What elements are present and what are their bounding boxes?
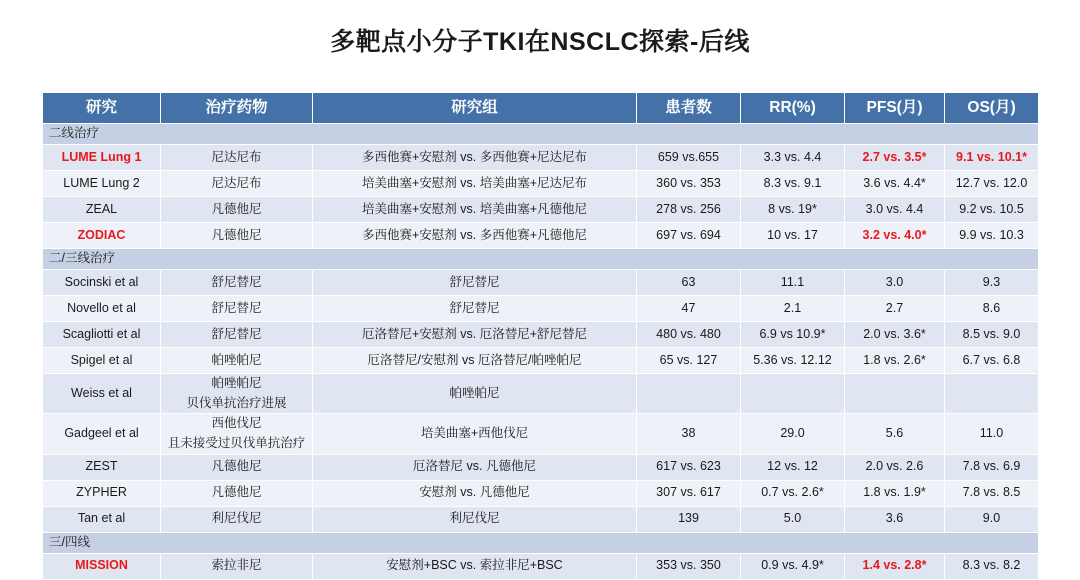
cell-rr: 5.36 vs. 12.12 — [741, 348, 845, 374]
cell-drug: 索拉非尼 — [161, 553, 313, 579]
cell-patients: 63 — [637, 270, 741, 296]
column-header-study: 研究 — [43, 93, 161, 124]
cell-pfs: 2.7 — [845, 296, 945, 322]
cell-os: 9.3 — [945, 270, 1039, 296]
section-label: 三/四线 — [43, 532, 1039, 553]
column-header-drug: 治疗药物 — [161, 93, 313, 124]
cell-arm: 舒尼替尼 — [313, 296, 637, 322]
cell-os: 9.0 — [945, 506, 1039, 532]
cell-pfs: 2.7 vs. 3.5* — [845, 145, 945, 171]
cell-study: LUME Lung 2 — [43, 171, 161, 197]
cell-rr: 6.9 vs 10.9* — [741, 322, 845, 348]
cell-os: 11.0 — [945, 414, 1039, 454]
column-header-rr: RR(%) — [741, 93, 845, 124]
table-row — [43, 197, 1039, 223]
cell-arm: 利尼伐尼 — [313, 506, 637, 532]
cell-patients: 278 vs. 256 — [637, 197, 741, 223]
cell-os: 6.7 vs. 6.8 — [945, 348, 1039, 374]
cell-pfs: 1.8 vs. 1.9* — [845, 480, 945, 506]
cell-pfs: 2.0 vs. 3.6* — [845, 322, 945, 348]
cell-pfs: 3.0 — [845, 270, 945, 296]
cell-rr: 3.3 vs. 4.4 — [741, 145, 845, 171]
cell-pfs: 3.6 — [845, 506, 945, 532]
cell-arm: 安慰剂 vs. 凡德他尼 — [313, 480, 637, 506]
table-body — [43, 124, 1039, 580]
cell-pfs: 5.6 — [845, 414, 945, 454]
cell-drug: 西他伐尼 且未接受过贝伐单抗治疗 — [161, 414, 313, 454]
cell-os: 8.6 — [945, 296, 1039, 322]
table-row — [43, 223, 1039, 249]
table-row — [43, 145, 1039, 171]
cell-arm: 多西他赛+安慰剂 vs. 多西他赛+凡德他尼 — [313, 223, 637, 249]
column-header-patients: 患者数 — [637, 93, 741, 124]
page-title: 多靶点小分子TKI在NSCLC探索-后线 — [330, 28, 750, 56]
cell-drug: 舒尼替尼 — [161, 270, 313, 296]
table-row — [43, 348, 1039, 374]
cell-study: Socinski et al — [43, 270, 161, 296]
cell-rr: 29.0 — [741, 414, 845, 454]
cell-os: 9.9 vs. 10.3 — [945, 223, 1039, 249]
cell-rr — [741, 374, 845, 414]
cell-arm: 培美曲塞+西他伐尼 — [313, 414, 637, 454]
table-row — [43, 322, 1039, 348]
cell-pfs: 3.2 vs. 4.0* — [845, 223, 945, 249]
section-row — [43, 124, 1039, 145]
cell-rr: 0.9 vs. 4.9* — [741, 553, 845, 579]
cell-drug: 舒尼替尼 — [161, 322, 313, 348]
cell-drug: 凡德他尼 — [161, 480, 313, 506]
cell-arm: 厄洛替尼+安慰剂 vs. 厄洛替尼+舒尼替尼 — [313, 322, 637, 348]
cell-patients: 47 — [637, 296, 741, 322]
cell-arm: 厄洛替尼/安慰剂 vs 厄洛替尼/帕唑帕尼 — [313, 348, 637, 374]
cell-drug: 尼达尼布 — [161, 171, 313, 197]
cell-rr: 12 vs. 12 — [741, 454, 845, 480]
cell-arm: 安慰剂+BSC vs. 索拉非尼+BSC — [313, 553, 637, 579]
cell-arm: 舒尼替尼 — [313, 270, 637, 296]
cell-os: 9.1 vs. 10.1* — [945, 145, 1039, 171]
table-row — [43, 454, 1039, 480]
table-header-row — [43, 93, 1039, 124]
cell-rr: 8 vs. 19* — [741, 197, 845, 223]
cell-patients: 38 — [637, 414, 741, 454]
cell-drug: 尼达尼布 — [161, 145, 313, 171]
cell-study: Weiss et al — [43, 374, 161, 414]
table-row — [43, 553, 1039, 579]
cell-rr: 0.7 vs. 2.6* — [741, 480, 845, 506]
cell-pfs: 2.0 vs. 2.6 — [845, 454, 945, 480]
cell-patients: 307 vs. 617 — [637, 480, 741, 506]
cell-os: 7.8 vs. 6.9 — [945, 454, 1039, 480]
cell-pfs: 3.6 vs. 4.4* — [845, 171, 945, 197]
cell-arm: 厄洛替尼 vs. 凡德他尼 — [313, 454, 637, 480]
cell-os: 9.2 vs. 10.5 — [945, 197, 1039, 223]
cell-patients: 65 vs. 127 — [637, 348, 741, 374]
table-row — [43, 374, 1039, 414]
cell-study: Gadgeel et al — [43, 414, 161, 454]
cell-rr: 8.3 vs. 9.1 — [741, 171, 845, 197]
section-label: 二/三线治疗 — [43, 249, 1039, 270]
cell-study: LUME Lung 1 — [43, 145, 161, 171]
cell-study: MISSION — [43, 553, 161, 579]
cell-os: 8.3 vs. 8.2 — [945, 553, 1039, 579]
tki-nsclc-table — [42, 92, 1039, 580]
cell-drug: 舒尼替尼 — [161, 296, 313, 322]
cell-patients — [637, 374, 741, 414]
section-label: 二线治疗 — [43, 124, 1039, 145]
table-row — [43, 270, 1039, 296]
cell-os: 7.8 vs. 8.5 — [945, 480, 1039, 506]
cell-rr: 5.0 — [741, 506, 845, 532]
cell-study: Scagliotti et al — [43, 322, 161, 348]
cell-rr: 2.1 — [741, 296, 845, 322]
cell-patients: 697 vs. 694 — [637, 223, 741, 249]
table-row — [43, 296, 1039, 322]
cell-os — [945, 374, 1039, 414]
cell-patients: 353 vs. 350 — [637, 553, 741, 579]
table-row — [43, 414, 1039, 454]
cell-study: Tan et al — [43, 506, 161, 532]
cell-study: Novello et al — [43, 296, 161, 322]
table-row — [43, 171, 1039, 197]
column-header-os: OS(月) — [945, 93, 1039, 124]
cell-pfs: 3.0 vs. 4.4 — [845, 197, 945, 223]
cell-study: ZEAL — [43, 197, 161, 223]
column-header-pfs: PFS(月) — [845, 93, 945, 124]
cell-rr: 10 vs. 17 — [741, 223, 845, 249]
cell-arm: 培美曲塞+安慰剂 vs. 培美曲塞+尼达尼布 — [313, 171, 637, 197]
cell-drug: 凡德他尼 — [161, 197, 313, 223]
cell-patients: 139 — [637, 506, 741, 532]
cell-study: ZYPHER — [43, 480, 161, 506]
cell-drug: 凡德他尼 — [161, 223, 313, 249]
section-row — [43, 532, 1039, 553]
section-row — [43, 249, 1039, 270]
cell-arm: 培美曲塞+安慰剂 vs. 培美曲塞+凡德他尼 — [313, 197, 637, 223]
cell-drug: 凡德他尼 — [161, 454, 313, 480]
cell-drug: 帕唑帕尼 — [161, 348, 313, 374]
cell-pfs — [845, 374, 945, 414]
cell-patients: 659 vs.655 — [637, 145, 741, 171]
cell-study: ZEST — [43, 454, 161, 480]
table-row — [43, 480, 1039, 506]
cell-arm: 多西他赛+安慰剂 vs. 多西他赛+尼达尼布 — [313, 145, 637, 171]
cell-os: 8.5 vs. 9.0 — [945, 322, 1039, 348]
cell-pfs: 1.4 vs. 2.8* — [845, 553, 945, 579]
cell-arm: 帕唑帕尼 — [313, 374, 637, 414]
cell-study: ZODIAC — [43, 223, 161, 249]
column-header-arm: 研究组 — [313, 93, 637, 124]
cell-rr: 11.1 — [741, 270, 845, 296]
cell-patients: 480 vs. 480 — [637, 322, 741, 348]
cell-drug: 帕唑帕尼 贝伐单抗治疗进展 — [161, 374, 313, 414]
data-table-container — [42, 92, 1038, 580]
cell-study: Spigel et al — [43, 348, 161, 374]
cell-os: 12.7 vs. 12.0 — [945, 171, 1039, 197]
cell-drug: 利尼伐尼 — [161, 506, 313, 532]
cell-patients: 360 vs. 353 — [637, 171, 741, 197]
cell-pfs: 1.8 vs. 2.6* — [845, 348, 945, 374]
table-row — [43, 506, 1039, 532]
cell-patients: 617 vs. 623 — [637, 454, 741, 480]
